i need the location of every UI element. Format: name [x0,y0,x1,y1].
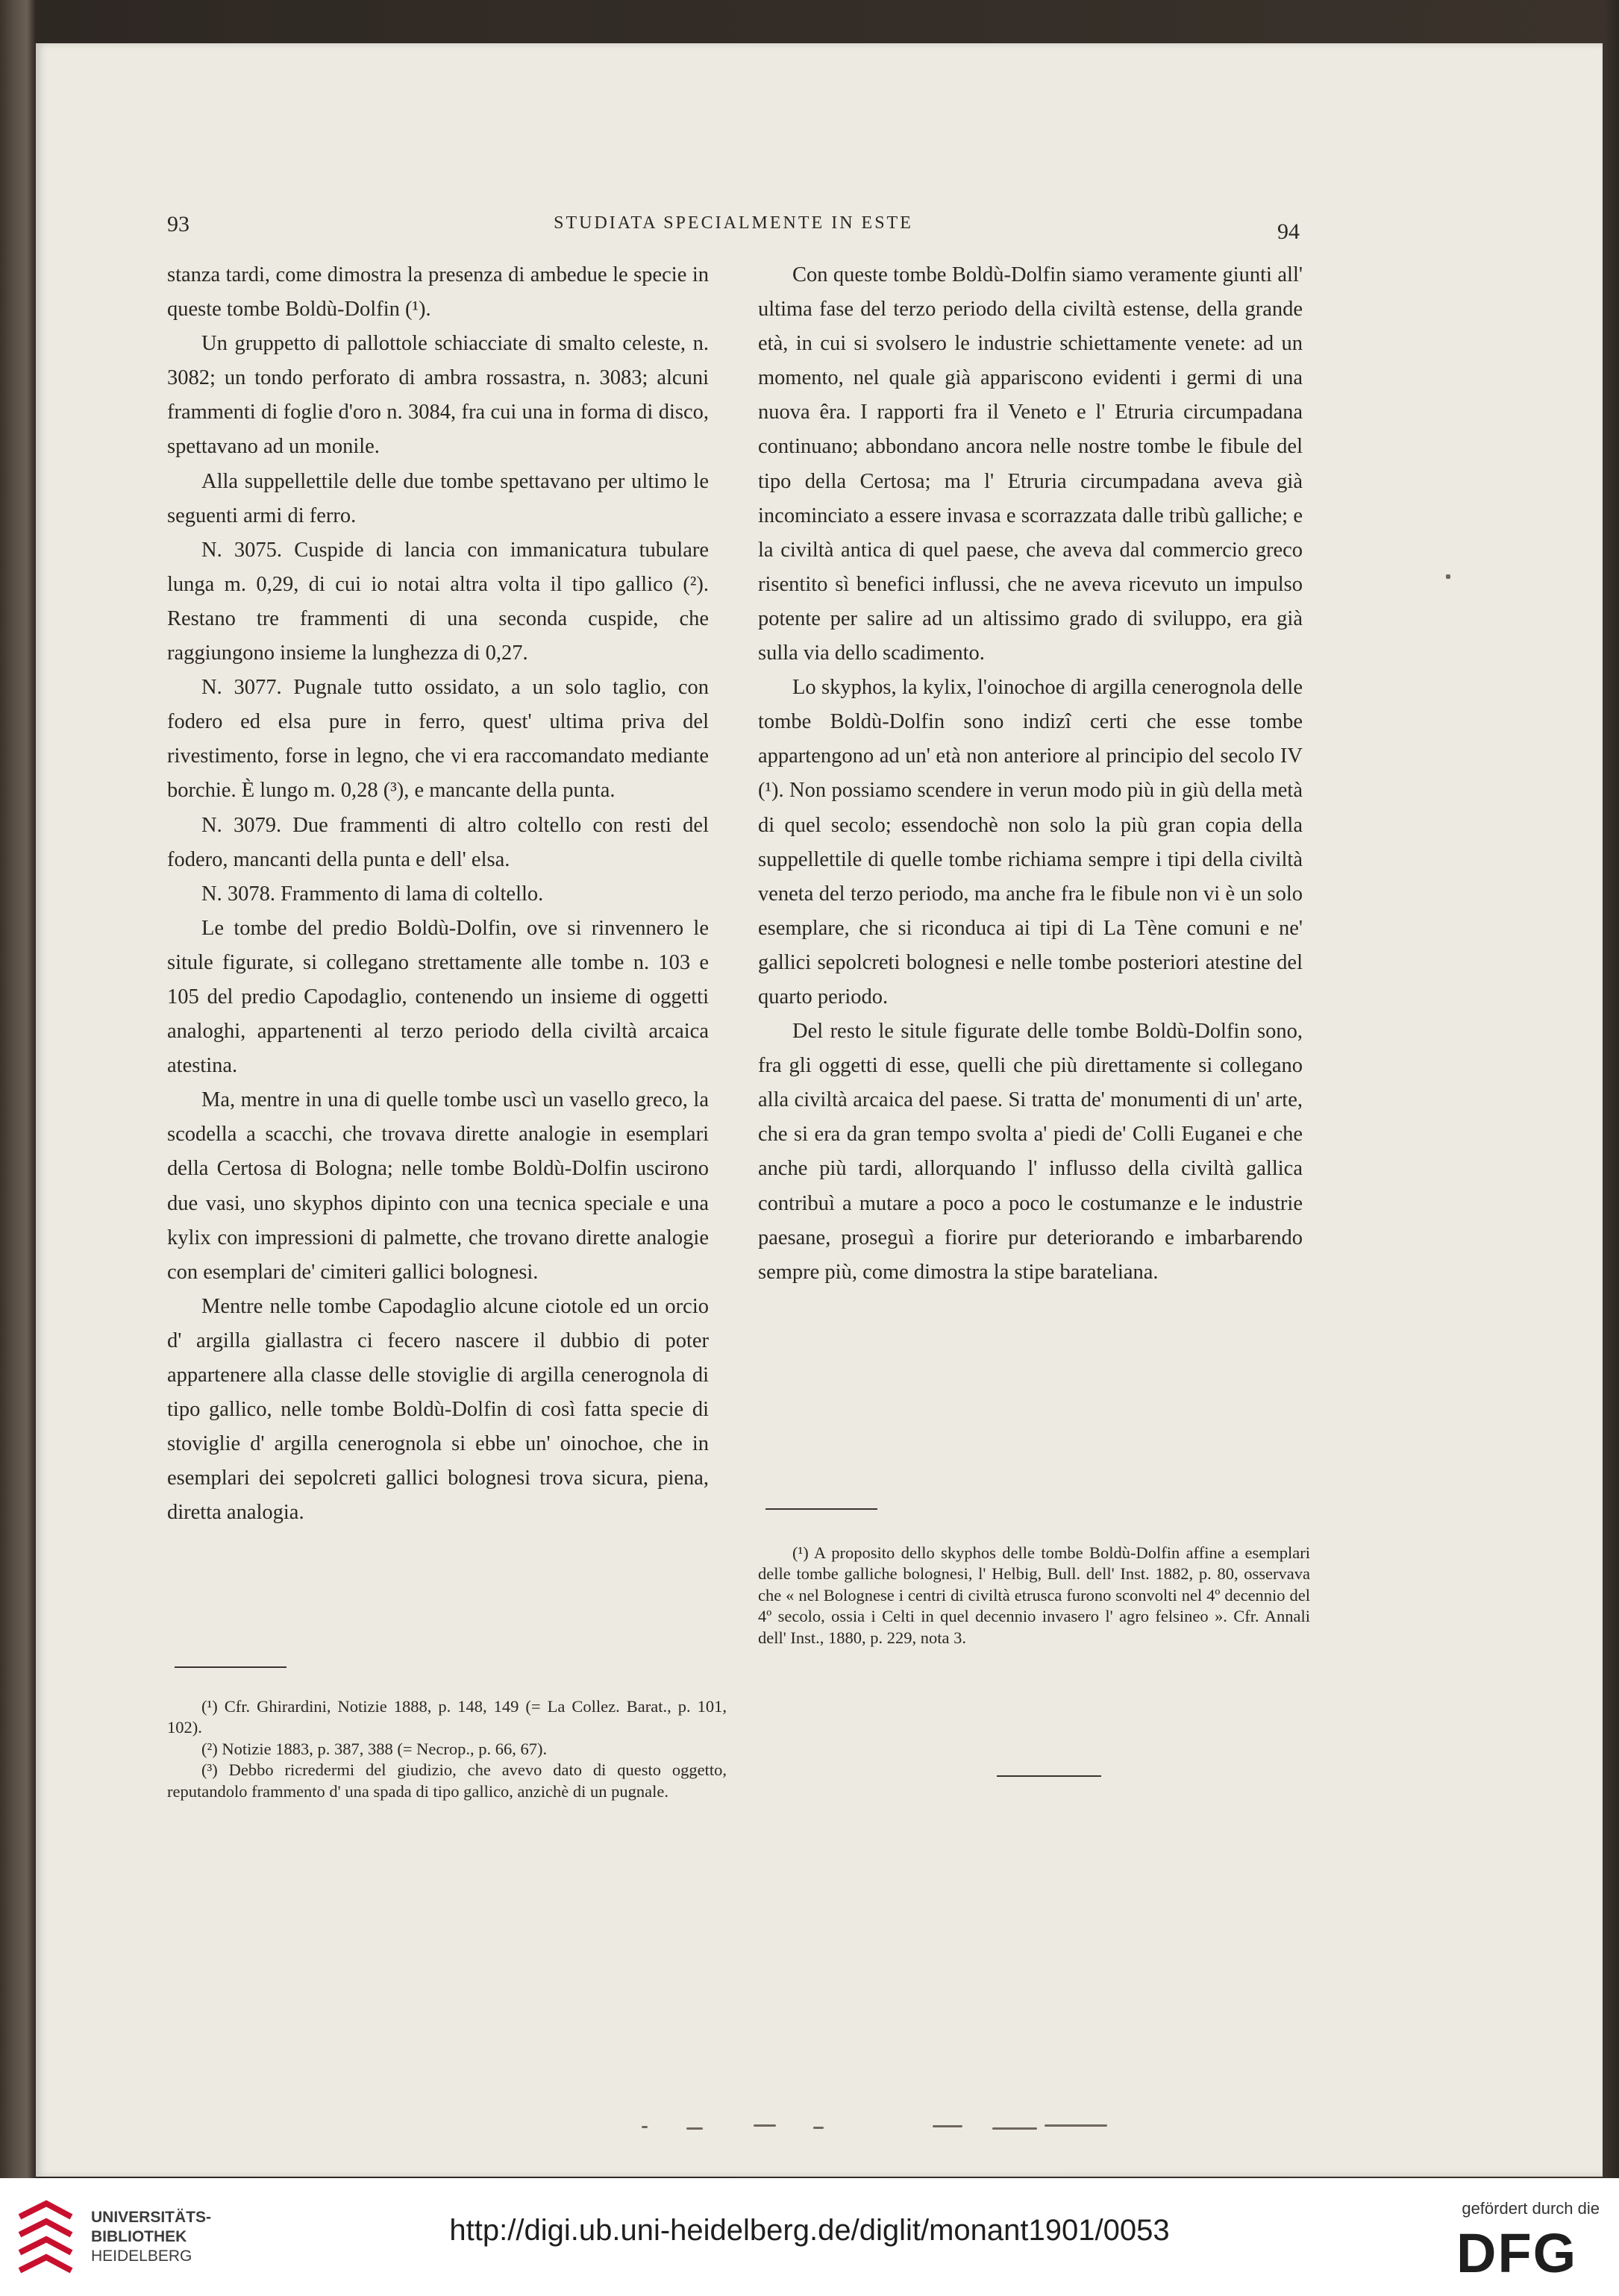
paragraph: N. 3078. Frammento di lama di coltello. [201,882,544,906]
footnote: (¹) Cfr. Ghirardini, Notizie 1888, p. 148, 149 (= La Collez. Barat., p. 101, 102). [167,1697,727,1737]
page-header [167,212,1300,242]
paragraph: stanza tardi, come dimostra la presenza di ambedue le specie in queste tombe Boldù-Dolfin (¹). [167,263,709,321]
paragraph: Ma, mentre in una di quelle tombe uscì un vasello greco, la scodella a scacchi, che trovava dirette analogie in esemplari della Certosa di Bologna; nelle tombe Boldù-Dolfin uscirono due vasi, uno skyphos dipinto con una tecnica speciale e una kylix con impressioni di palmette, che trovano dirette analogie con esemplari de' cimiteri gallici bolognesi. [167,1088,709,1284]
paragraph: Con queste tombe Boldù-Dolfin siamo veramente giunti all' ultima fase del terzo periodo della civiltà estense, della grande età, in cui si svolsero le industrie schiettamente venete: ad un momento, nel quale già appariscono evidenti i germi di una nuova êra. I rapporti fra il Veneto e l' Etruria circumpadana continuano; abbondano ancora nelle nostre tombe le fibule del tipo della Certosa; ma l' Etruria circumpadana aveva già incominciato a essere invasa e scorrazzata dalle tribù galliche; e la civiltà antica di quel paese, che aveva dal commercio greco risentito sì benefici influssi, che ne aveva ricevuto un impulso potente per salire ad un altissimo grado di sviluppo, era già sulla via dello scadimento. [758,263,1303,665]
paragraph: N. 3079. Due frammenti di altro coltello con resti del fodero, mancanti della punta e dell' elsa. [167,813,709,871]
paragraph: Un gruppetto di pallottole schiacciate di smalto celeste, n. 3082; un tondo perforato di ambra rossastra, n. 3083; alcuni frammenti di foglie d'oro n. 3084, fra cui una in forma di disco, spettavano ad un monile. [167,332,709,459]
scan-speck [992,2127,1037,2130]
scan-speck [686,2127,703,2130]
footnote-rule-left [175,1666,286,1668]
page-number-left: 93 [167,212,190,236]
scan-speck [813,2127,824,2129]
dfg-logo[interactable] [1456,2226,1598,2278]
page-number-right: 94 [1277,219,1300,244]
footnote: (²) Notizie 1883, p. 387, 388 (= Necrop., p. 66, 67). [201,1739,548,1758]
logo-line: UNIVERSITÄTS- [91,2209,212,2226]
scan-speck [754,2124,776,2127]
paragraph: N. 3075. Cuspide di lancia con immanicatura tubulare lunga m. 0,29, di cui io notai altra volta il tipo gallico (²). Restano tre frammenti di una seconda cuspide, che raggiungono insieme la lunghezza di 0,27. [167,538,709,665]
paragraph: Alla suppellettile delle due tombe spettavano per ultimo le seguenti armi di ferro. [167,469,709,527]
svg-text:DFG: DFG [1456,2226,1578,2278]
right-column [758,258,1303,1290]
right-footnotes [758,1543,1310,1649]
end-rule [997,1775,1101,1777]
logo-line: BIBLIOTHEK [91,2228,187,2245]
scan-speck [642,2126,648,2128]
paragraph: Del resto le situle figurate delle tombe Boldù-Dolfin sono, fra gli oggetti di esse, quelli che più direttamente si collegano alla civiltà arcaica del paese. Si tratta de' monumenti di un' arte, che si era da gran tempo svolta a' piedi de' Colli Euganei e che anche più tardi, allorquando l' influsso della civiltà gallica contribuì a mutare a poco a poco le costumanze e le industrie paesane, proseguì a fiorire pur deteriorando e imbarbarendo sempre più, come dimostra la stipe barateliana. [758,1020,1303,1284]
footnote: (³) Debbo ricredermi del giudizio, che avevo dato di questo oggetto, reputandolo frammento d' una spada di tipo gallico, anzichè di un pugnale. [167,1760,727,1801]
footnote: (¹) A proposito dello skyphos delle tombe Boldù-Dolfin affine a esemplari delle tombe galliche bolognesi, l' Helbig, Bull. dell' Inst. 1882, p. 80, osservava che « nel Bolognese i centri di civiltà etrusca furono sconvolti nel 4º decennio del 4º secolo, ossia i Celti in quel decennio invasero l' agro felsineo ». Cfr. Annali dell' Inst., 1880, p. 229, nota 3. [758,1543,1310,1647]
left-column [167,258,709,1530]
logo-line: HEIDELBERG [91,2248,192,2265]
sponsor-text: gefördert durch die [1462,2199,1600,2218]
left-footnotes [167,1696,727,1802]
paragraph: N. 3077. Pugnale tutto ossidato, a un solo taglio, con fodero ed elsa pure in ferro, quest' ultima priva del rivestimento, forse in legno, che vi era raccomandato mediante borchie. È lungo m. 0,28 (³), e mancante della punta. [167,676,709,803]
scan-speck [1446,574,1450,579]
scan-speck [1045,2124,1107,2127]
viewer-footer [0,2178,1619,2296]
scan-speck [933,2125,962,2127]
running-head: STUDIATA SPECIALMENTE IN ESTE [554,213,913,233]
footnote-rule-right [765,1508,877,1510]
paragraph: Le tombe del predio Boldù-Dolfin, ove si rinvennero le situle figurate, si collegano strettamente alle tombe n. 103 e 105 del predio Capodaglio, contenendo un insieme di oggetti analoghi, appartenenti al terzo periodo della civiltà arcaica atestina. [167,916,709,1078]
paragraph: Lo skyphos, la kylix, l'oinochoe di argilla cenerognola delle tombe Boldù-Dolfin sono indizî certi che esse tombe appartengono ad un' età non anteriore al principio del secolo IV (¹). Non possiamo scendere in verun modo più in giù della metà di quel secolo; essendochè non solo la più gran copia della suppellettile di quelle tombe richiama sempre i tipi della civiltà veneta del terzo periodo, ma anche fra le fibule non vi è un solo esemplare, che si riconduca ai tipi di La Tène comuni e ne' gallici sepolcreti bolognesi e nelle tombe posteriori atestine del quarto periodo. [758,676,1303,1009]
document-url[interactable]: http://digi.ub.uni-heidelberg.de/diglit/monant1901/0053 [449,2214,1170,2247]
paragraph: Mentre nelle tombe Capodaglio alcune ciotole ed un orcio d' argilla giallastra ci fecero nascere il dubbio di poter appartenere alla classe delle stoviglie di argilla cenerognola di tipo gallico, nelle tombe Boldù-Dolfin di così fatta specie di stoviglie d' argilla cenerognola si ebbe un' oinochoe, che in esemplari dei sepolcreti gallici bolognesi trova sicura, piena, diretta analogia. [167,1294,709,1525]
